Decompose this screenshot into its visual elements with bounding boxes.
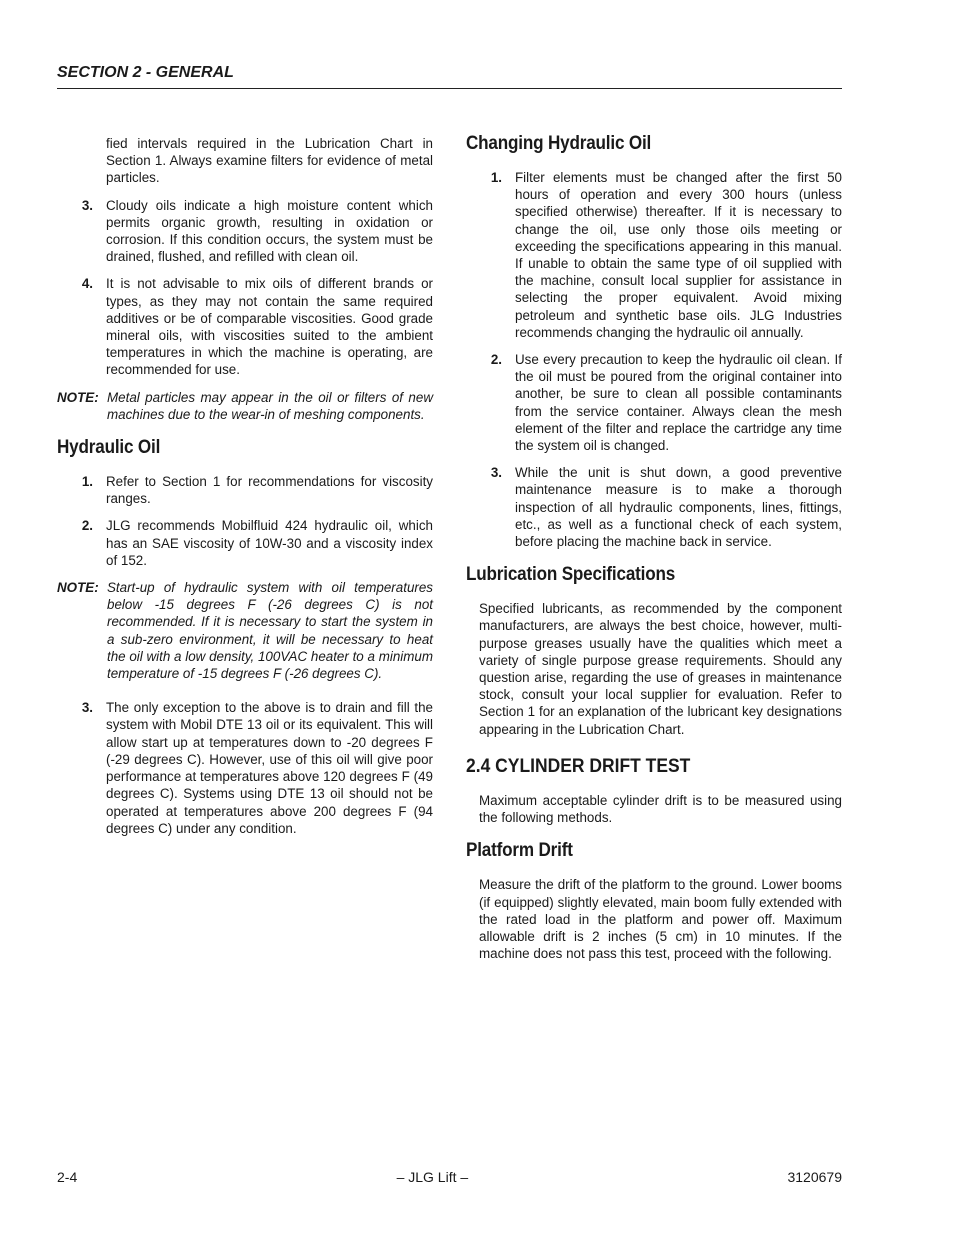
list-item bbox=[57, 197, 433, 266]
document-number: 3120679 bbox=[787, 1169, 842, 1185]
item-text: While the unit is shut down, a good preventive maintenance measure is to make a thorough inspection of all hydraulic components, lines, fittings, etc., as well as a functional check of each system, before placing the machine back in service. bbox=[515, 465, 842, 550]
page-footer bbox=[57, 1169, 842, 1185]
list-item bbox=[57, 699, 433, 837]
list-item bbox=[57, 517, 433, 569]
drift-paragraph: Maximum acceptable cylinder drift is to be measured using the following methods. bbox=[479, 792, 842, 826]
note-metal-particles bbox=[57, 389, 433, 423]
note-startup bbox=[57, 579, 433, 682]
item-number: 3. bbox=[490, 465, 502, 481]
hydraulic-oil-heading: Hydraulic Oil bbox=[57, 437, 161, 459]
item-number: 2. bbox=[490, 352, 502, 368]
changing-hydraulic-oil-heading: Changing Hydraulic Oil bbox=[466, 133, 652, 154]
cylinder-drift-test-heading: 2.4 CYLINDER DRIFT TEST bbox=[466, 755, 691, 777]
item-text: The only exception to the above is to drain and fill the system with Mobil DTE 13 oil or its equivalent. This will allow start up at temperatures down to -20 degrees F (-29 degrees C). However, use of this oil will give poor performance at temperatures above 120 degrees F (49 degrees C). Systems using DTE 13 oil should not be operated at temperatures above 200 degrees F (94 degrees C) under any condition. bbox=[106, 700, 433, 836]
note-text: Metal particles may appear in the oil or filters of new machines due to the wear-in of meshing components. bbox=[107, 389, 433, 422]
section-header: SECTION 2 - GENERAL bbox=[57, 64, 842, 89]
list-item bbox=[466, 351, 842, 454]
item-text: Filter elements must be changed after the first 50 hours of operation and every 300 hours (unless specified otherwise) thereafter. If it is necessary to change the oil, use only those oils meeting or exceeding the specifications appearing in this manual. If unable to obtain the same type of oil supplied with the machine, consult local supplier for assistance in selecting the proper equivalent. Avoid mixing petroleum and synthetic base oils. JLG Industries recommends changing the hydraulic oil annually. bbox=[515, 170, 842, 340]
right-column bbox=[466, 133, 842, 972]
note-label: NOTE: bbox=[57, 580, 99, 596]
item-text: Cloudy oils indicate a high moisture content which permits organic growth, resulting in oxidation or corrosion. If this condition occurs, the system must be drained, flushed, and refilled with clean oil. bbox=[106, 197, 433, 265]
item-number: 1. bbox=[490, 170, 502, 185]
item-text: JLG recommends Mobilfluid 424 hydraulic oil, which has an SAE viscosity of 10W-30 and a viscosity index of 152. bbox=[106, 518, 433, 568]
note-label: NOTE: bbox=[57, 389, 99, 405]
platform-drift-paragraph: Measure the drift of the platform to the ground. Lower booms (if equipped) slightly elevated, main boom fully extended with the rated load in the platform and power off. Maximum allowable drift is 2 inches (5 cm) in 10 minutes. If the machine does not pass this test, proceed with the following. bbox=[479, 877, 842, 962]
list-item bbox=[57, 473, 433, 507]
item-number: 1. bbox=[81, 474, 93, 490]
item-text: Refer to Section 1 for recommendations for viscosity ranges. bbox=[106, 474, 433, 507]
item-text: It is not advisable to mix oils of different brands or types, as they may not contain the same required additives or be of comparable viscosities. Good grade mineral oils, with viscosities suited to the ambient temperatures in which the machine is operating, are recommended for use. bbox=[106, 276, 433, 378]
list-item bbox=[57, 275, 433, 378]
item-number: 3. bbox=[81, 700, 93, 716]
page-number: 2-4 bbox=[57, 1169, 78, 1185]
lubrication-specifications-heading: Lubrication Specifications bbox=[466, 564, 676, 586]
item-text: Use every precaution to keep the hydraulic oil clean. If the oil must be poured from the original container into another, be sure to clean all possible contaminants from the service container. Always clean the mesh element of the filter and replace the cartridge any time the system oil is changed. bbox=[515, 352, 842, 454]
list-item bbox=[466, 464, 842, 550]
note-text: Start-up of hydraulic system with oil temperatures below -15 degrees F (-26 degrees C) is not recommended. If it is necessary to start the system in a sub-zero environment, it will be necessary to heat the oil with a low density, 100VAC heater to a minimum temperature of -15 degrees F (-26 degrees C). bbox=[107, 580, 433, 682]
footer-publisher: – JLG Lift – bbox=[396, 1169, 469, 1185]
item-number: 4. bbox=[81, 276, 93, 292]
lubrication-paragraph: Specified lubricants, as recommended by the component manufacturers, are always the best choice, however, multi-purpose greases usually have the qualities which meet a variety of single purpose grease requirements. Should any question arise, regarding the use of greases in maintenance stock, consult your local supplier for evaluation. Refer to Section 1 for an explanation of the lubricant key designations appearing in the Lubrication Chart. bbox=[479, 601, 842, 737]
left-column bbox=[57, 135, 433, 847]
item-number: 2. bbox=[81, 518, 93, 534]
platform-drift-heading: Platform Drift bbox=[466, 840, 573, 862]
list-item bbox=[466, 169, 842, 341]
item-number: 3. bbox=[81, 197, 93, 213]
continued-paragraph: fied intervals required in the Lubrication Chart in Section 1. Always examine filters for evidence of metal particles. bbox=[106, 136, 433, 186]
